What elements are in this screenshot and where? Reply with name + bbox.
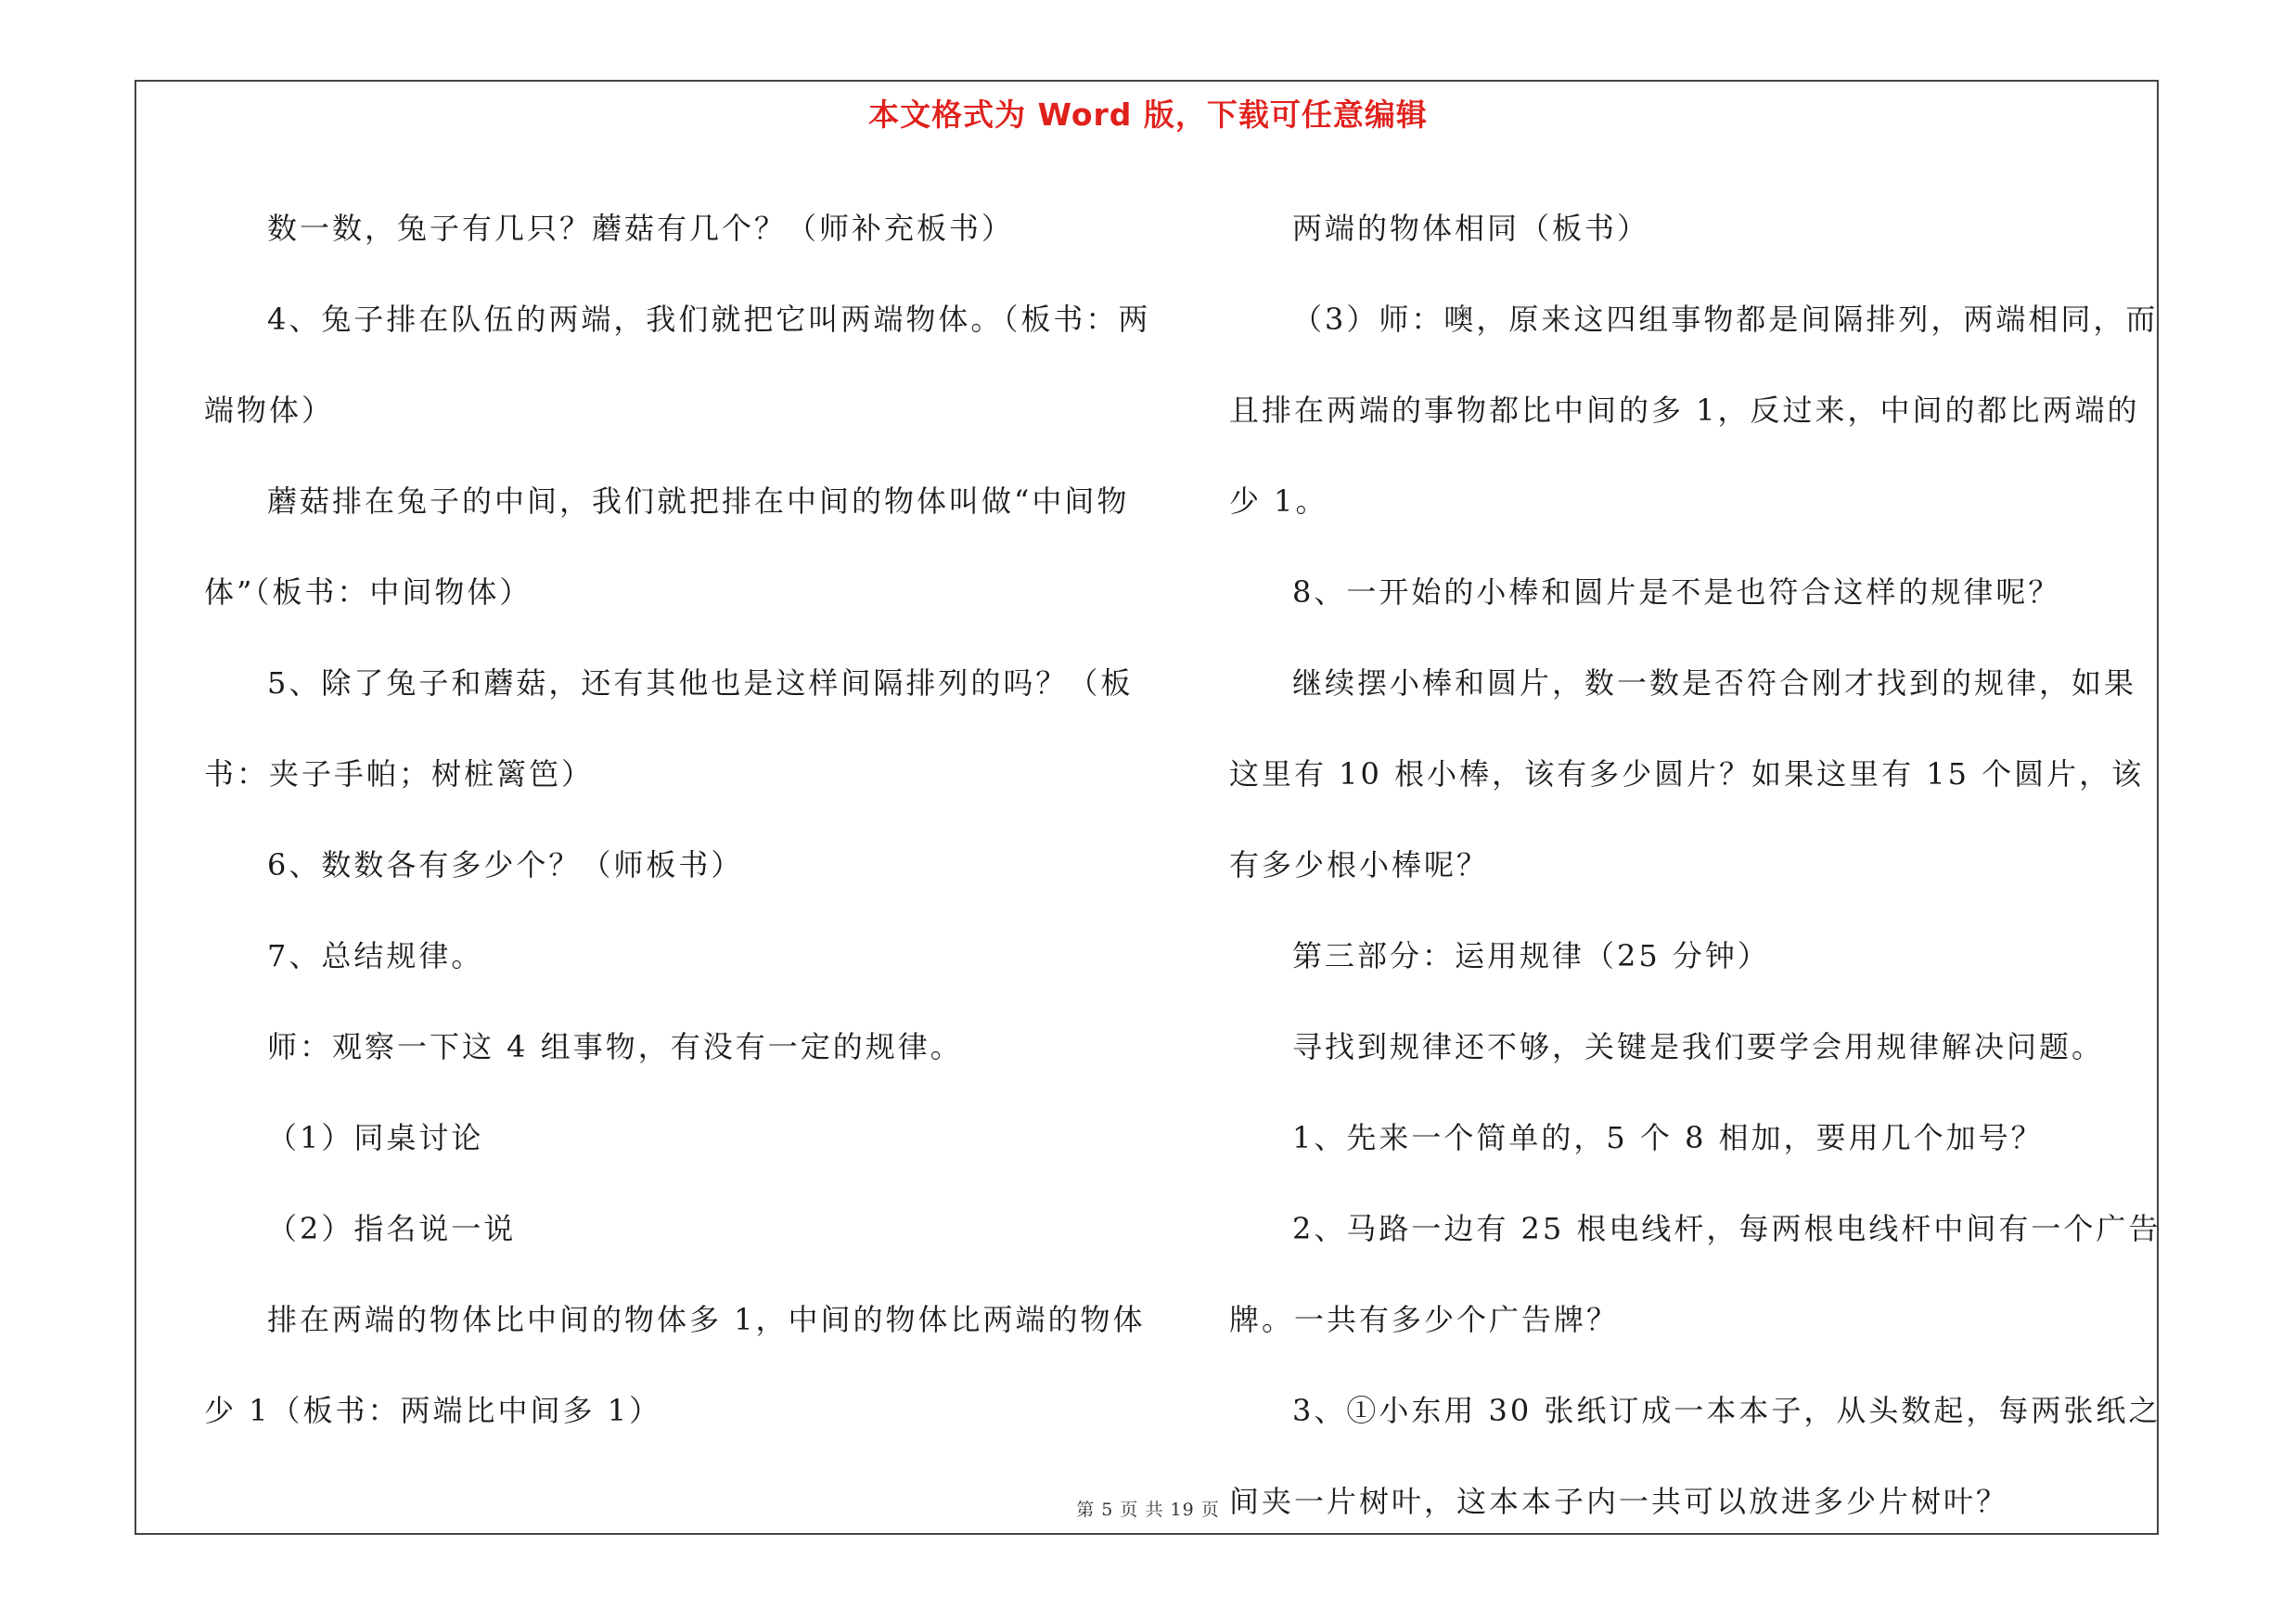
paragraph: 蘑菇排在兔子的中间，我们就把排在中间的物体叫做“中间物体”（板书：中间物体） bbox=[204, 483, 1130, 610]
paragraph: 数一数，兔子有几只？蘑菇有几个？（师补充板书） bbox=[267, 211, 1015, 246]
paragraph: 师：观察一下这 4 组事物，有没有一定的规律。 bbox=[267, 1029, 963, 1064]
paragraph: 5、除了兔子和蘑菇，还有其他也是这样间隔排列的吗？（板书：夹子手帕；树桩篱笆） bbox=[204, 665, 1134, 792]
paragraph: 8、一开始的小棒和圆片是不是也符合这样的规律呢？ bbox=[1292, 574, 2061, 610]
paragraph: 第三部分：运用规律（25 分钟） bbox=[1292, 938, 1770, 973]
paragraph: 3、①小东用 30 张纸订成一本本子，从头数起，每两张纸之间夹一片树叶，这本本子内一共可以放进多少片树叶？ bbox=[1229, 1393, 2161, 1519]
paragraph: 7、总结规律。 bbox=[267, 938, 484, 973]
paragraph: （2）指名说一说 bbox=[267, 1211, 517, 1246]
paragraph: 4、兔子排在队伍的两端，我们就把它叫两端物体。（板书：两端物体） bbox=[204, 302, 1151, 428]
right-column bbox=[1229, 183, 2166, 1547]
paragraph: 2、马路一边有 25 根电线杆，每两根电线杆中间有一个广告牌。一共有多少个广告牌？ bbox=[1229, 1211, 2161, 1337]
paragraph: 两端的物体相同（板书） bbox=[1292, 211, 1650, 246]
paragraph: 继续摆小棒和圆片，数一数是否符合刚才找到的规律，如果这里有 10 根小棒，该有多少圆片？如果这里有 15 个圆片，该有多少根小棒呢？ bbox=[1229, 665, 2145, 882]
header-banner: 本文格式为 Word 版，下载可任意编辑 bbox=[868, 97, 1428, 133]
left-column bbox=[204, 183, 1160, 1456]
paragraph: 排在两端的物体比中间的物体多 1，中间的物体比两端的物体少 1（板书：两端比中间多 1） bbox=[204, 1302, 1146, 1428]
paragraph: 6、数数各有多少个？（师板书） bbox=[267, 847, 744, 882]
page-number-footer: 第 5 页 共 19 页 bbox=[1076, 1500, 1220, 1520]
paragraph: 1、先来一个简单的，5 个 8 相加，要用几个加号？ bbox=[1292, 1120, 2044, 1155]
paragraph: （1）同桌讨论 bbox=[267, 1120, 484, 1155]
paragraph: 寻找到规律还不够，关键是我们要学会用规律解决问题。 bbox=[1292, 1029, 2105, 1064]
paragraph: （3）师：噢，原来这四组事物都是间隔排列，两端相同，而且排在两端的事物都比中间的多 1，反过来，中间的都比两端的少 1。 bbox=[1229, 302, 2159, 519]
